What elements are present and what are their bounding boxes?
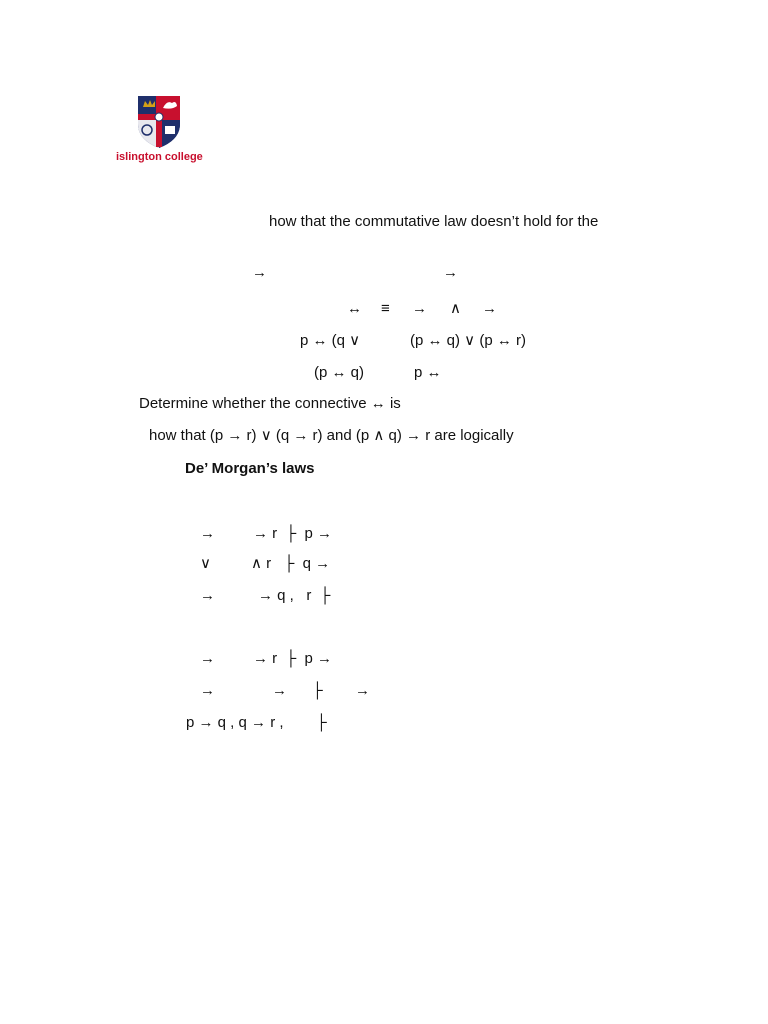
or-symbol: ∨	[200, 555, 211, 572]
formula-left: p ↔ (q ∨	[300, 332, 361, 349]
formula-right: p ↔	[414, 364, 442, 381]
formula-left: (p ↔ q)	[314, 364, 365, 381]
arrow-symbol: →	[200, 650, 215, 667]
arrow-symbol: →	[252, 264, 267, 281]
formula-right: (p ↔ q) ∨ (p ↔ r)	[410, 332, 526, 349]
inference-row: → r ├ p →	[253, 525, 332, 542]
inference-row: p → q , q → r ,	[186, 714, 284, 731]
and-symbol: ∧	[450, 300, 461, 317]
turnstile-symbol: ├	[312, 682, 323, 699]
text-line-determine: Determine whether the connective ↔ is	[139, 395, 401, 412]
college-logo	[114, 94, 208, 164]
turnstile-symbol: ├	[316, 714, 327, 731]
arrow-symbol: →	[412, 300, 427, 317]
biconditional-symbol: ↔	[347, 300, 362, 317]
arrow-symbol: →	[272, 682, 287, 699]
inference-row: → q , r ├	[258, 587, 331, 604]
inference-row: ∧ r ├ q →	[251, 555, 331, 572]
arrow-symbol: →	[200, 587, 215, 604]
heading-de-morgan: De’ Morgan’s laws	[185, 460, 315, 477]
equivalence-symbol: ≡	[381, 300, 390, 317]
logo-text: islington college	[116, 151, 203, 163]
arrow-symbol: →	[482, 300, 497, 317]
arrow-symbol: →	[355, 682, 370, 699]
text-line-1: how that the commutative law doesn’t hold for the	[269, 213, 599, 230]
inference-row: → r ├ p →	[253, 650, 332, 667]
arrow-symbol: →	[200, 525, 215, 542]
arrow-symbol: →	[200, 682, 215, 699]
text-line-show: how that (p → r) ∨ (q → r) and (p ∧ q) → r are logically	[149, 427, 514, 444]
arrow-symbol: →	[443, 264, 458, 281]
